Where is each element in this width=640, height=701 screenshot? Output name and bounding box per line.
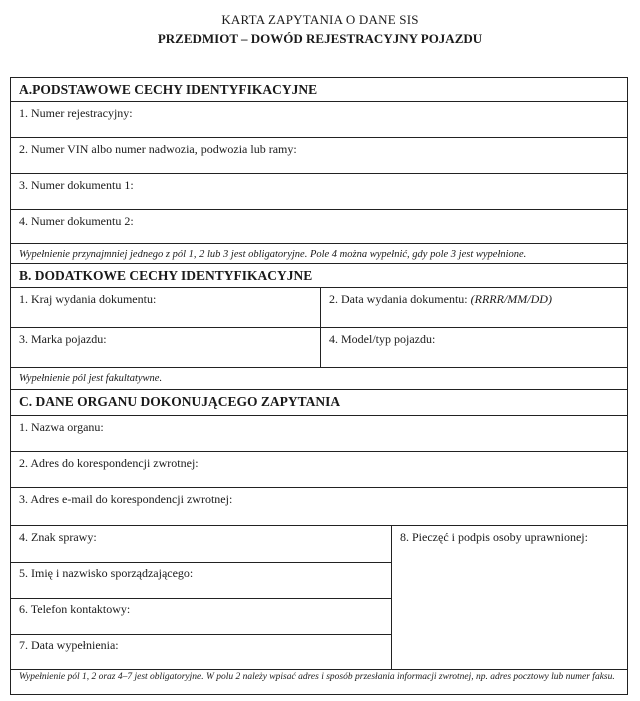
field-issue-date[interactable] xyxy=(321,288,627,328)
field-vehicle-model[interactable]: 4. Model/typ pojazdu: xyxy=(329,332,436,346)
section-c-note: Wypełnienie pól 1, 2 oraz 4–7 jest obligatoryjne. W polu 2 należy wpisać adres i sposób przesłania informacji zwrotnej, np. adres pocztowy lub numer faksu. xyxy=(19,672,615,682)
field-authority-name[interactable]: 1. Nazwa organu: xyxy=(11,416,627,452)
form-subtitle: PRZEDMIOT – DOWÓD REJESTRACYJNY POJAZDU xyxy=(157,31,483,46)
field-completion-date[interactable]: 7. Data wypełnienia: xyxy=(19,638,119,652)
section-b-divider xyxy=(320,288,321,368)
field-return-email[interactable]: 3. Adres e-mail do korespondencji zwrotnej: xyxy=(11,488,627,526)
field-issue-date-label: 2. Data wydania dokumentu: xyxy=(329,292,468,306)
form-title: KARTA ZAPYTANIA O DANE SIS xyxy=(221,12,419,27)
field-return-address[interactable]: 2. Adres do korespondencji zwrotnej: xyxy=(11,452,627,488)
field-document-number-1[interactable]: 3. Numer dokumentu 1: xyxy=(11,174,627,210)
date-format-hint: (RRRR/MM/DD) xyxy=(470,292,552,306)
field-issuing-country[interactable]: 1. Kraj wydania dokumentu: xyxy=(19,292,157,306)
section-b-row-1 xyxy=(11,288,627,328)
field-vehicle-make[interactable]: 3. Marka pojazdu: xyxy=(19,332,107,346)
section-b-note: Wypełnienie pól jest fakultatywne. xyxy=(11,368,627,390)
field-preparer-name[interactable]: 5. Imię i nazwisko sporządzającego: xyxy=(19,566,194,580)
field-contact-phone[interactable]: 6. Telefon kontaktowy: xyxy=(19,602,131,616)
field-document-number-2[interactable]: 4. Numer dokumentu 2: xyxy=(11,210,627,244)
inquiry-form xyxy=(10,77,628,695)
field-vin-number[interactable]: 2. Numer VIN albo numer nadwozia, podwozia lub ramy: xyxy=(11,138,627,174)
section-a-note: Wypełnienie przynajmniej jednego z pól 1, 2 lub 3 jest obligatoryjne. Pole 4 można wypełnić, gdy pole 3 jest wypełnione. xyxy=(11,244,627,264)
section-c-heading: C. DANE ORGANU DOKONUJĄCEGO ZAPYTANIA xyxy=(11,390,627,416)
section-b-heading: B. DODATKOWE CECHY IDENTYFIKACYJNE xyxy=(11,264,627,288)
field-registration-number[interactable]: 1. Numer rejestracyjny: xyxy=(11,102,627,138)
section-c-lower xyxy=(11,526,627,670)
field-stamp-signature[interactable]: 8. Pieczęć i podpis osoby uprawnionej: xyxy=(400,530,588,544)
section-b-row-2 xyxy=(11,328,627,368)
section-a-heading: A.PODSTAWOWE CECHY IDENTYFIKACYJNE xyxy=(11,78,627,102)
field-case-reference[interactable]: 4. Znak sprawy: xyxy=(19,530,97,544)
